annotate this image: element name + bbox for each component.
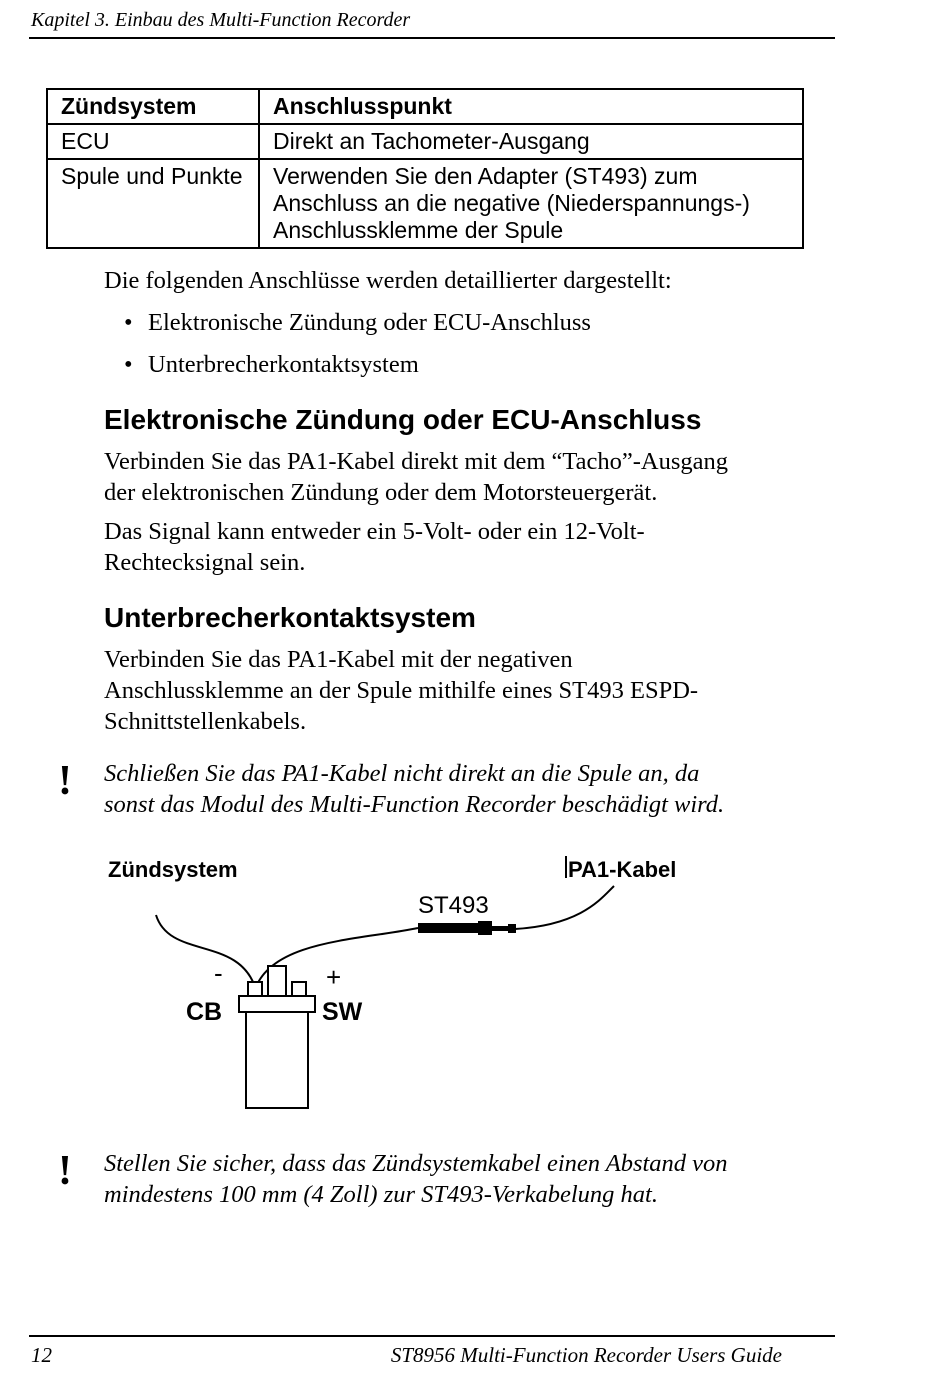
st493-adapter-pin xyxy=(492,926,508,931)
table-cell: ECU xyxy=(47,124,259,159)
list-item xyxy=(124,307,591,338)
footer-title: ST8956 Multi-Function Recorder Users Guide xyxy=(390,1343,782,1367)
minus-terminal-label: - xyxy=(214,958,223,988)
header-rule xyxy=(29,37,835,39)
coil-positive-terminal xyxy=(292,982,306,996)
warning-line: Stellen Sie sicher, dass das Zündsystemkabel einen Abstand von xyxy=(104,1150,728,1177)
list-item-text: Elektronische Zündung oder ECU-Anschluss xyxy=(148,309,591,336)
list-item xyxy=(124,349,419,380)
paragraph-line: Rechtecksignal sein. xyxy=(104,549,306,576)
page-number: 12 xyxy=(31,1343,52,1367)
warning-icon: ! xyxy=(58,1148,72,1194)
connection-table xyxy=(46,88,804,249)
coil-negative-terminal xyxy=(248,982,262,996)
paragraph-line: Verbinden Sie das PA1-Kabel direkt mit dem “Tacho”-Ausgang xyxy=(104,448,729,475)
table-cell: Spule und Punkte xyxy=(47,159,259,248)
coil-center-tower xyxy=(268,966,286,996)
st493-adapter-tip xyxy=(508,924,516,933)
cb-label: CB xyxy=(186,998,223,1026)
plus-terminal-label: + xyxy=(326,962,342,992)
paragraph-line: Schnittstellenkabels. xyxy=(104,708,307,735)
paragraph-line: der elektronischen Zündung oder dem Motorsteuergerät. xyxy=(104,479,658,506)
pa1-wire xyxy=(515,886,614,929)
table-header-row xyxy=(47,89,803,124)
adapter-label: ST493 xyxy=(418,892,489,919)
coil-body xyxy=(246,1012,308,1108)
sw-label: SW xyxy=(322,998,363,1026)
warning-icon: ! xyxy=(58,758,72,804)
bullet-icon: • xyxy=(124,351,133,378)
ignition-wire xyxy=(156,915,256,990)
coil-cap xyxy=(239,996,315,1012)
wiring-diagram xyxy=(0,840,950,1120)
paragraph-line: Das Signal kann entweder ein 5-Volt- oder ein 12-Volt- xyxy=(104,518,645,545)
section-heading-ecu: Elektronische Zündung oder ECU-Anschluss xyxy=(104,404,702,435)
st493-adapter-collar xyxy=(478,921,492,935)
chapter-header: Kapitel 3. Einbau des Multi-Function Recorder xyxy=(31,9,411,31)
st493-adapter-body xyxy=(418,923,478,933)
cable-label: PA1-Kabel xyxy=(568,857,677,882)
paragraph-line: Anschlussklemme an der Spule mithilfe eines ST493 ESPD- xyxy=(104,677,699,704)
list-item-text: Unterbrecherkontaktsystem xyxy=(148,351,419,378)
intro-text: Die folgenden Anschlüsse werden detaillierter dargestellt: xyxy=(104,267,672,294)
warning-line: mindestens 100 mm (4 Zoll) zur ST493-Verkabelung hat. xyxy=(104,1181,658,1208)
table-cell: Verwenden Sie den Adapter (ST493) zum Anschluss an die negative (Niederspannungs-) Anschlussklemme der Spule xyxy=(259,159,803,248)
table-header-cell: Zündsystem xyxy=(47,89,259,124)
section-heading-breaker: Unterbrecherkontaktsystem xyxy=(104,602,476,633)
table-row xyxy=(47,159,803,248)
footer-rule xyxy=(29,1335,835,1337)
bullet-icon: • xyxy=(124,309,133,336)
warning-line: Schließen Sie das PA1-Kabel nicht direkt an die Spule an, da xyxy=(104,760,700,787)
table-cell: Direkt an Tachometer-Ausgang xyxy=(259,124,803,159)
ignition-label: Zündsystem xyxy=(108,857,238,882)
table-row xyxy=(47,124,803,159)
table-header-cell: Anschlusspunkt xyxy=(259,89,803,124)
warning-line: sonst das Modul des Multi-Function Recorder beschädigt wird. xyxy=(104,791,725,818)
paragraph-line: Verbinden Sie das PA1-Kabel mit der negativen xyxy=(104,646,573,673)
